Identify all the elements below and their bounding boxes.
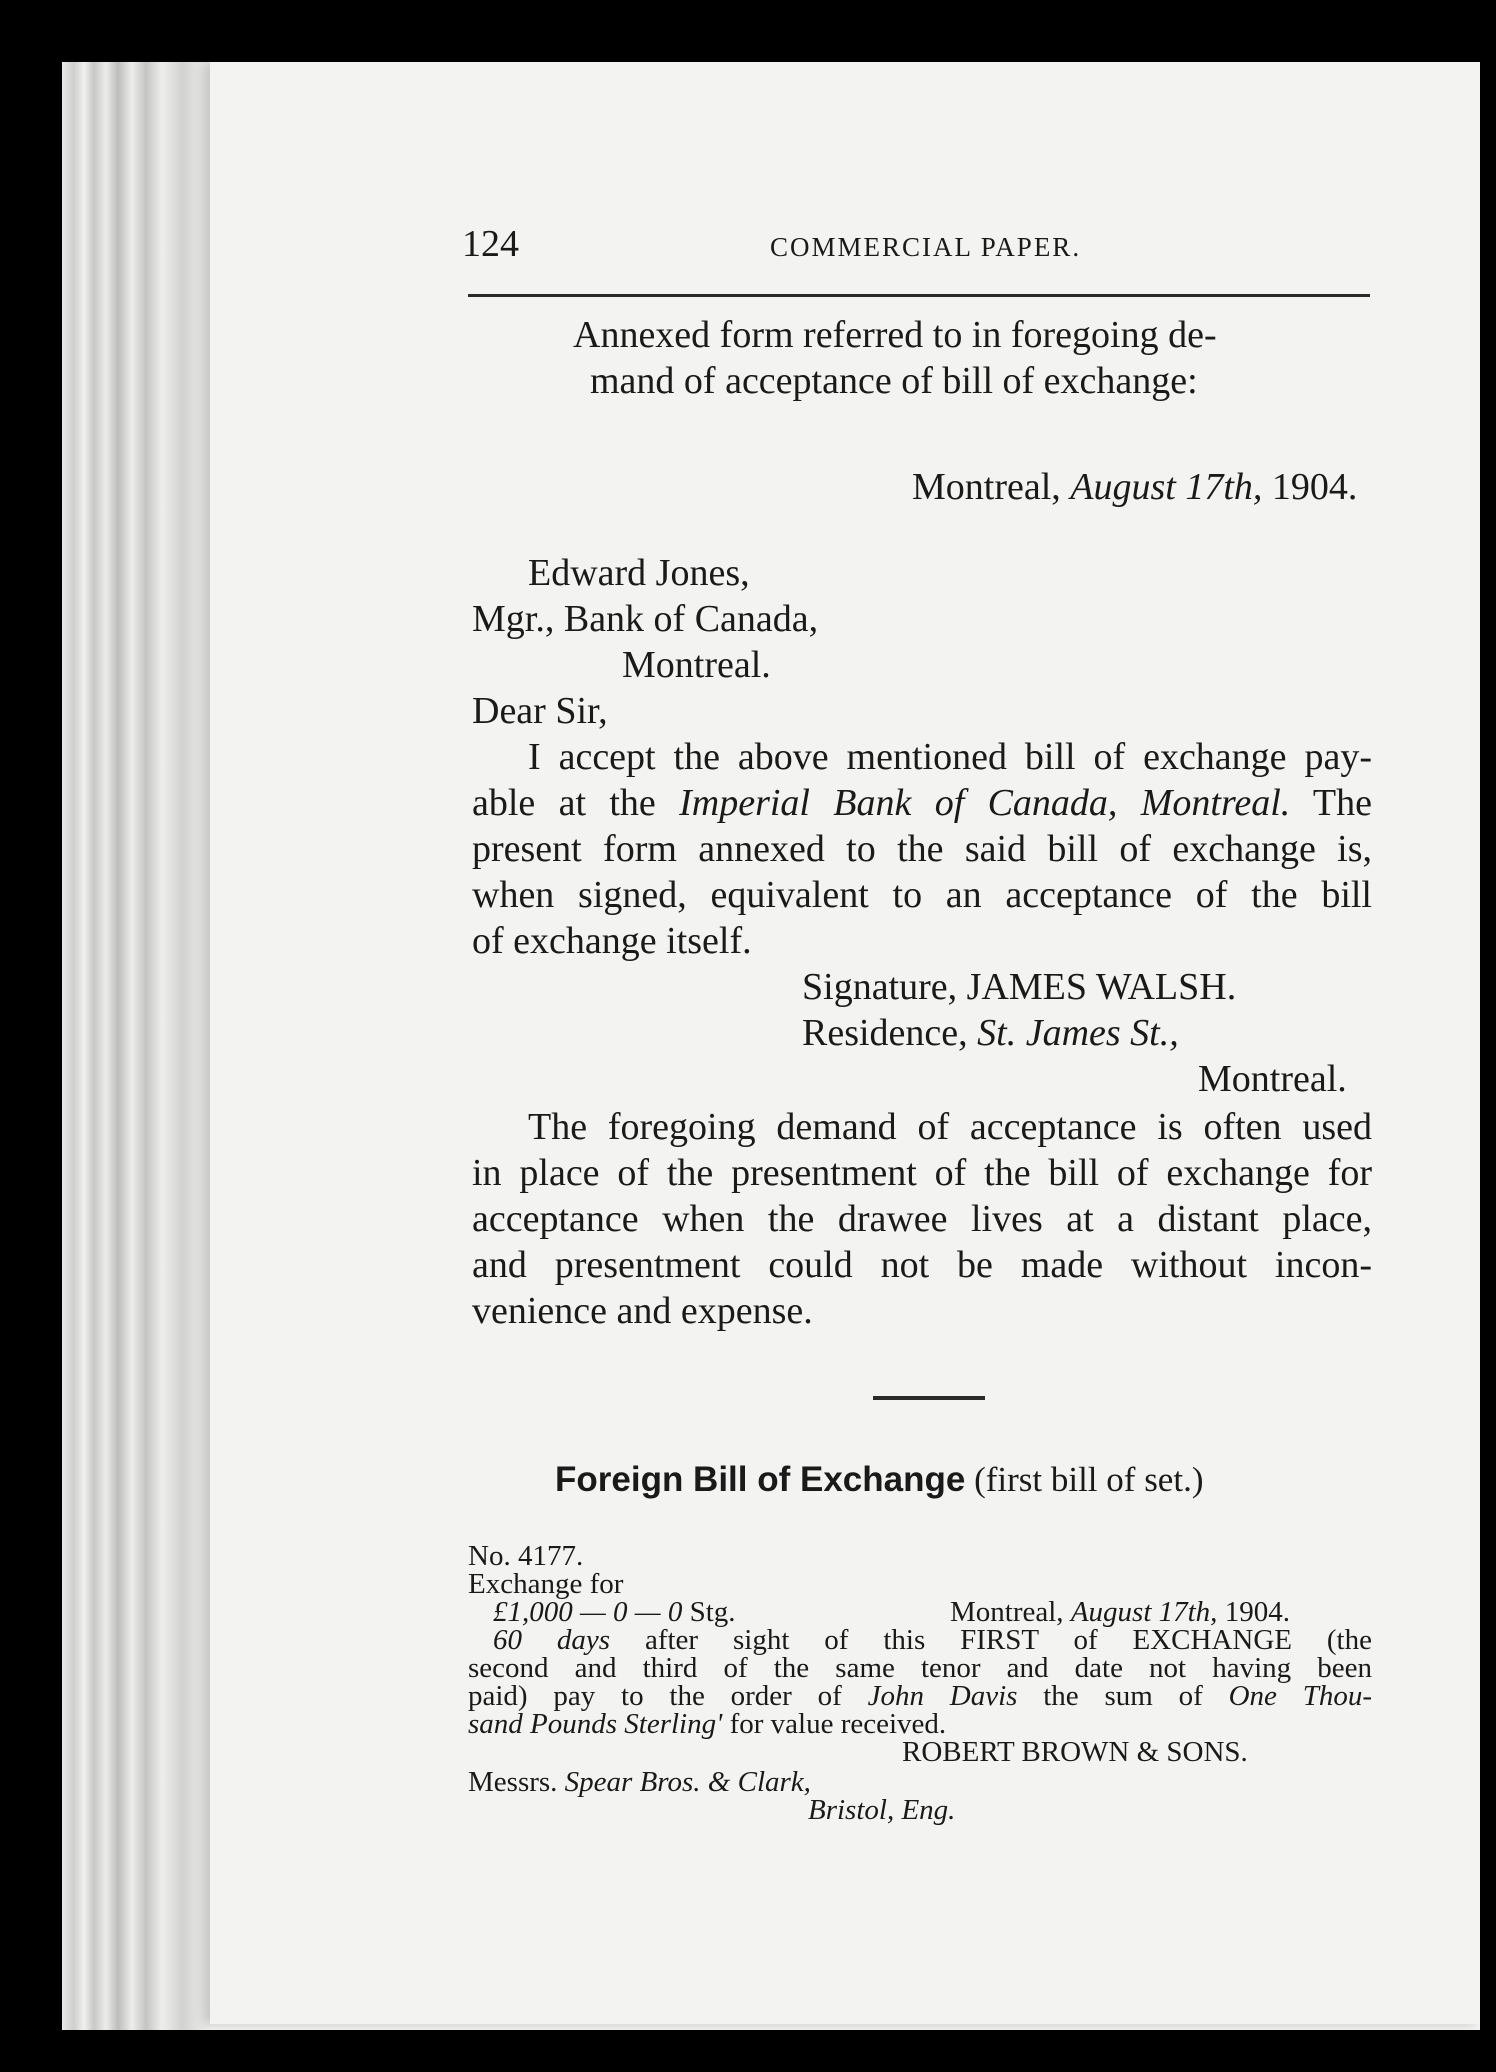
- bill-line: [493, 1626, 1372, 1654]
- exchange-for: Exchange for: [468, 1568, 624, 1600]
- residence: [802, 1010, 1179, 1056]
- date-year: 1904.: [1262, 466, 1358, 508]
- commentary-line: The foregoing demand of acceptance is often used: [528, 1106, 1372, 1148]
- addressee-city: Montreal.: [622, 644, 771, 686]
- drawer-signature: ROBERT BROWN & SONS.: [902, 1736, 1248, 1768]
- sum-italic: One Thou-: [1228, 1680, 1372, 1712]
- heading-bold: Foreign Bill of Exchange: [555, 1460, 966, 1499]
- date-year: 1904.: [1217, 1596, 1290, 1628]
- payee-italic: John Davis: [867, 1680, 1018, 1712]
- commentary-line: in place of the presentment of the bill of exchange for: [472, 1152, 1372, 1194]
- commentary-line: and presentment could not be made without incon-: [472, 1244, 1372, 1286]
- commentary-line: venience and expense.: [472, 1290, 813, 1332]
- term-italic: 60 days: [493, 1624, 611, 1656]
- date-italic: August 17th,: [1070, 1596, 1218, 1628]
- bill-number: No. 4177.: [468, 1540, 584, 1572]
- commentary-line: acceptance when the drawee lives at a distant place,: [472, 1198, 1372, 1240]
- section-divider: [873, 1396, 985, 1400]
- bill-line: [468, 1682, 1372, 1710]
- foreign-bill-heading: [555, 1460, 1203, 1500]
- amount-unit: Stg.: [682, 1596, 736, 1628]
- running-title: COMMERCIAL PAPER.: [770, 232, 1082, 262]
- addressee-title: Mgr., Bank of Canada,: [472, 598, 819, 640]
- header-rule: [468, 294, 1370, 297]
- drawee-label: Messrs.: [468, 1766, 565, 1798]
- text-span: able at the: [472, 782, 680, 824]
- date-place: Montreal,: [950, 1596, 1071, 1628]
- text-span: paid) pay to the order of: [468, 1680, 868, 1712]
- letter-line: present form annexed to the said bill of exchange is,: [472, 828, 1372, 870]
- page-number: 124: [462, 223, 519, 265]
- residence-street: St. James St.,: [977, 1012, 1179, 1054]
- letter-line: I accept the above mentioned bill of exchange pay-: [528, 736, 1372, 778]
- letter-date: [912, 464, 1357, 510]
- bill-line: [468, 1710, 946, 1738]
- drawee-name: Spear Bros. & Clark,: [564, 1766, 811, 1798]
- residence-label: Residence,: [802, 1012, 978, 1054]
- text-span: for value received.: [722, 1708, 947, 1740]
- amount-italic: £1,000 — 0 — 0: [493, 1596, 683, 1628]
- date-place: Montreal,: [912, 466, 1071, 508]
- date-italic: August 17th,: [1070, 466, 1263, 508]
- signature: Signature, JAMES WALSH.: [802, 966, 1237, 1008]
- bill-amount: [493, 1598, 736, 1626]
- letter-line: when signed, equivalent to an acceptance of the bill: [472, 874, 1372, 916]
- bank-name: Imperial Bank of Canada, Montreal.: [679, 782, 1291, 824]
- residence-city: Montreal.: [1198, 1058, 1347, 1100]
- drawee-city: Bristol, Eng.: [808, 1794, 956, 1826]
- bill-date: [950, 1598, 1290, 1626]
- drawee: [468, 1768, 811, 1796]
- letter-line: of exchange itself.: [472, 920, 752, 962]
- heading-rest: (first bill of set.): [965, 1460, 1204, 1499]
- text-span: The: [1290, 782, 1372, 824]
- sum-italic: sand Pounds Sterling': [468, 1708, 723, 1740]
- book-page: [210, 62, 1480, 2024]
- intro-line: mand of acceptance of bill of exchange:: [590, 360, 1198, 402]
- text-span: after sight of this FIRST of EXCHANGE (the: [610, 1624, 1372, 1656]
- letter-line: [472, 780, 1372, 826]
- addressee-name: Edward Jones,: [528, 552, 750, 594]
- intro-line: Annexed form referred to in foregoing de-: [573, 314, 1217, 356]
- bill-line: second and third of the same tenor and date not having been: [468, 1652, 1372, 1684]
- text-span: the sum of: [1017, 1680, 1229, 1712]
- salutation: Dear Sir,: [472, 690, 608, 732]
